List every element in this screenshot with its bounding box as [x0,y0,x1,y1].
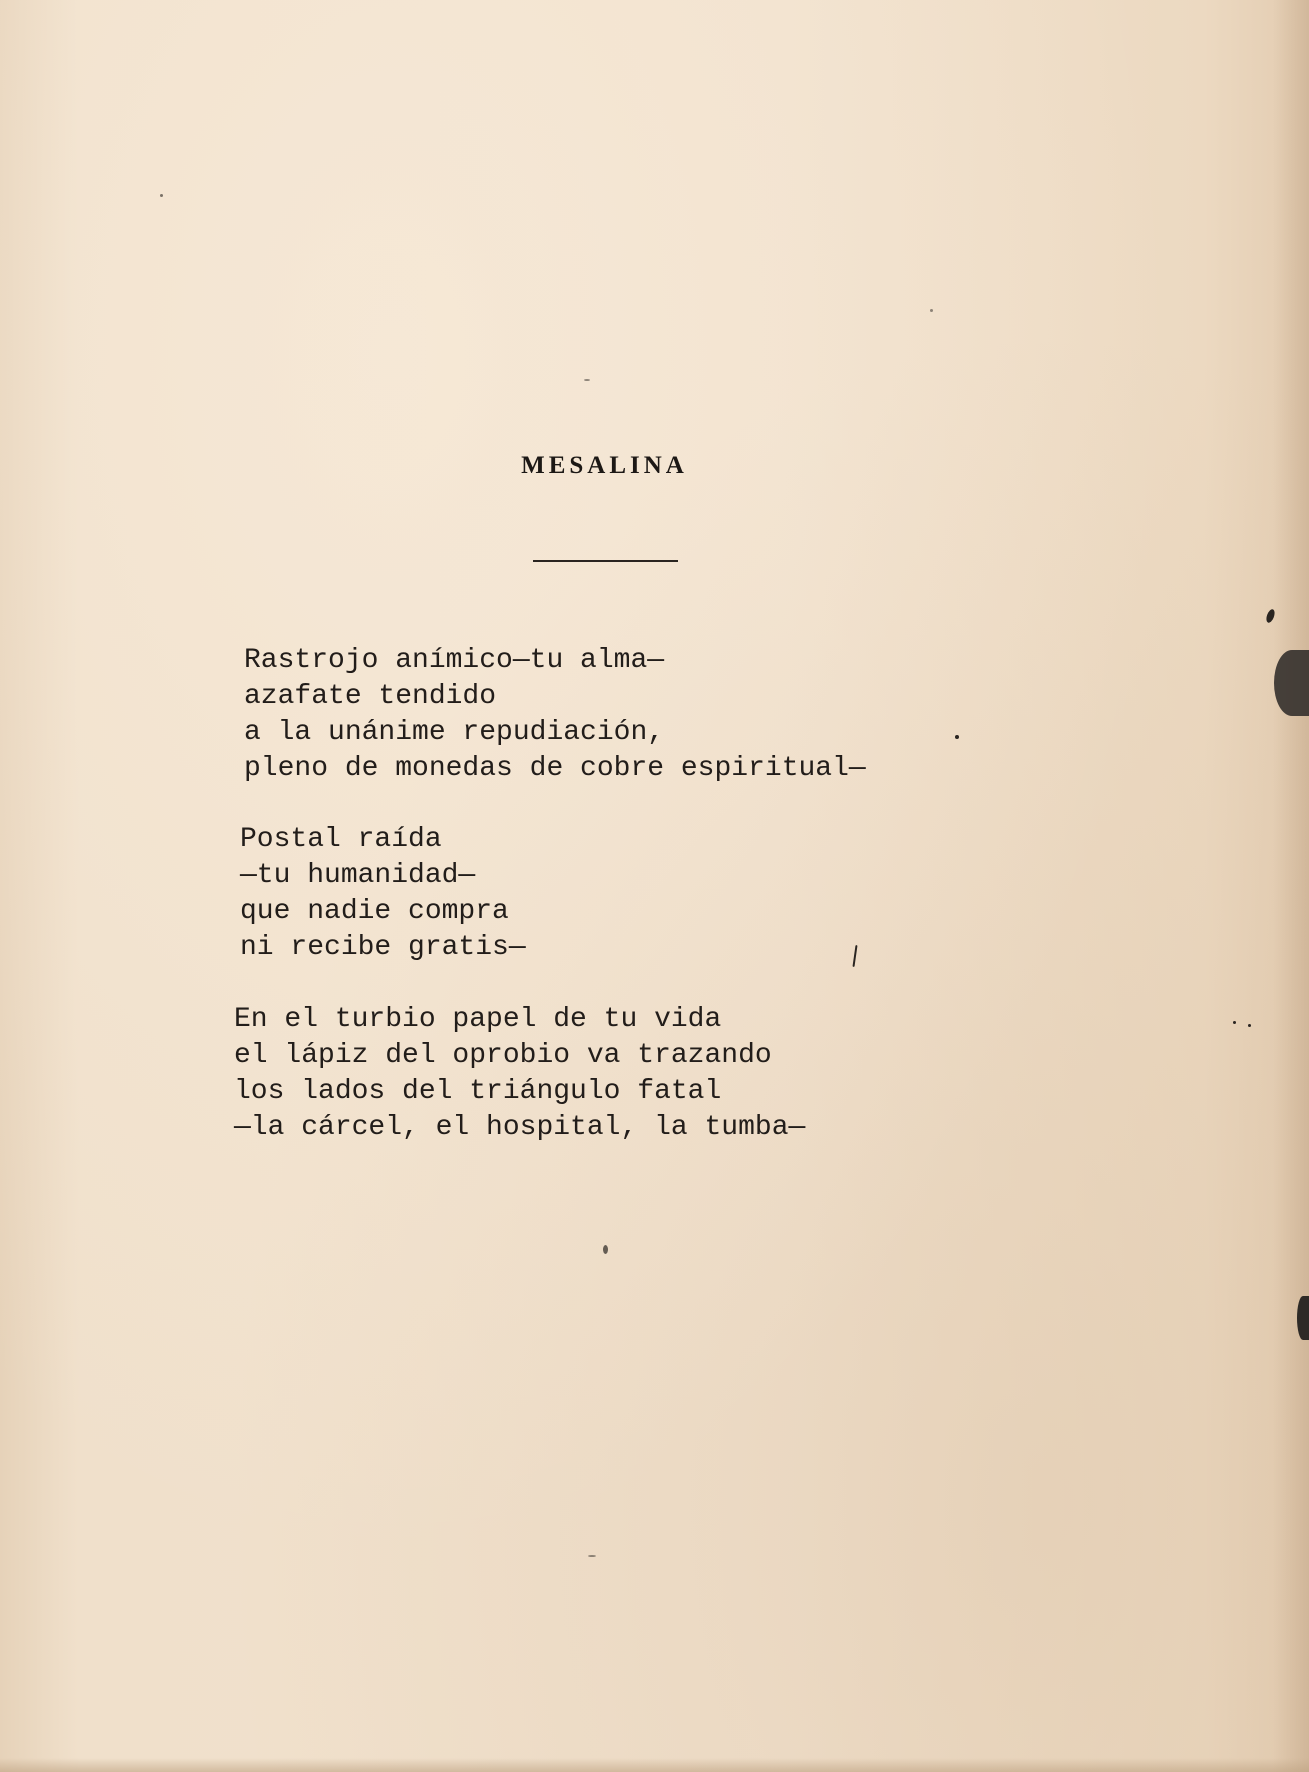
ink-speck [584,379,590,381]
ink-blot [1297,1296,1309,1340]
poem-line: Postal raída [240,824,442,855]
ink-speck [588,1555,596,1557]
poem-line: Rastrojo anímico—tu alma— [244,645,665,676]
poem-line: que nadie compra [240,896,509,927]
page-edge-shadow [1273,0,1309,1772]
ink-blot [1274,650,1309,716]
ink-speck [160,194,163,197]
poem-title: MESALINA [521,452,688,479]
poem-line: ni recibe gratis— [240,932,526,963]
poem-line: el lápiz del oprobio va trazando [234,1040,772,1071]
poem-line: a la unánime repudiación, [244,717,665,748]
ink-speck [930,309,933,312]
stanza-2 [240,822,526,966]
ink-speck [852,945,857,967]
ink-speck [1248,1024,1251,1027]
poem-line: —tu humanidad— [240,860,476,891]
poem-line: —la cárcel, el hospital, la tumba— [234,1112,806,1143]
ink-speck [955,735,959,739]
poem-line: los lados del triángulo fatal [234,1076,722,1107]
ink-speck [1233,1021,1236,1024]
stanza-1 [244,643,866,787]
poem-line: azafate tendido [244,681,497,712]
stanza-3 [234,1002,805,1146]
poem-line: En el turbio papel de tu vida [234,1004,722,1035]
ink-speck [603,1245,608,1254]
title-divider [533,560,678,562]
page-bottom-shadow [0,1758,1309,1772]
poem-line: pleno de monedas de cobre espiritual— [244,753,866,784]
